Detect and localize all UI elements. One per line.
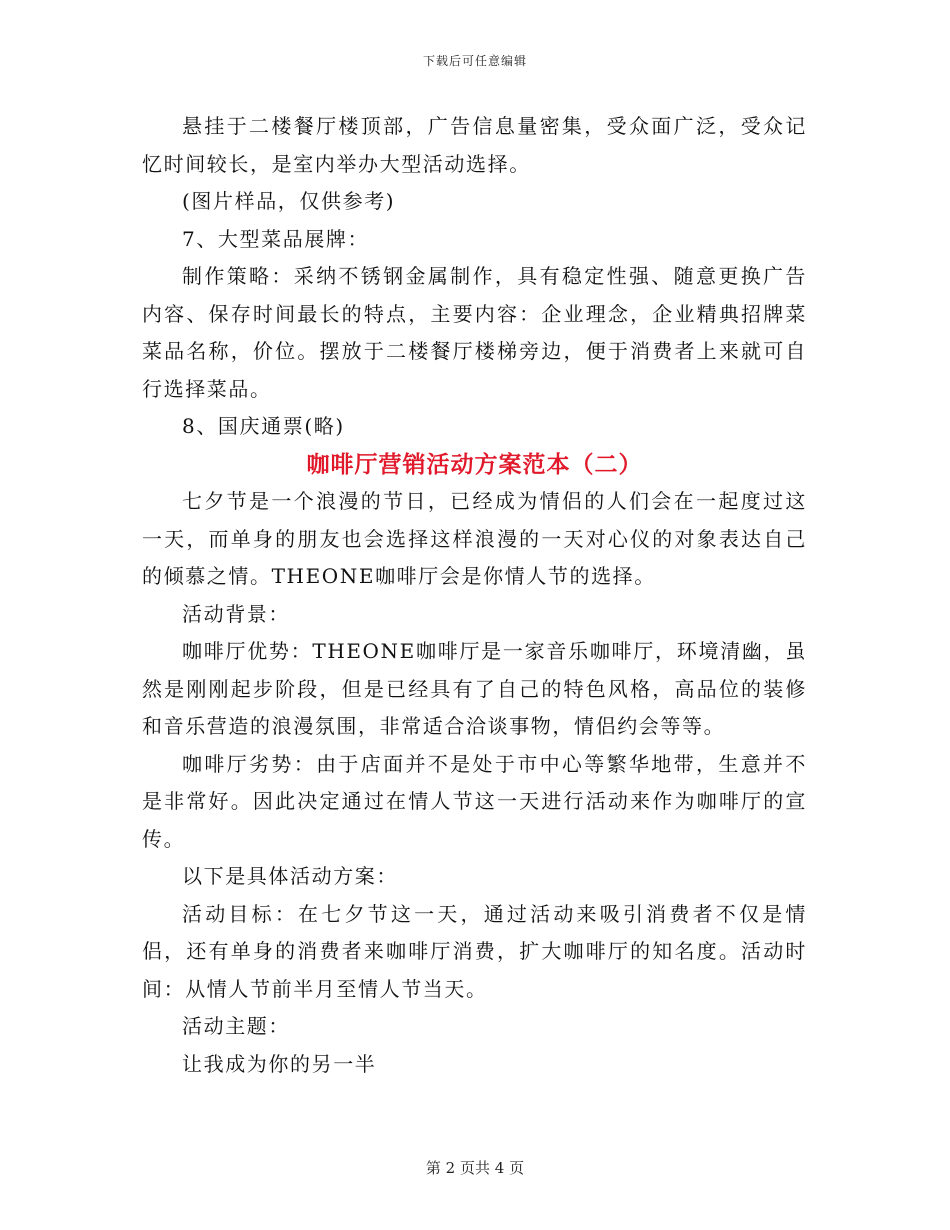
document-body [142, 108, 807, 1083]
paragraph-theme-label: 活动主题： [182, 1014, 290, 1038]
paragraph-banner-description: 悬挂于二楼餐厅楼顶部，广告信息量密集，受众面广泛，受众记忆时间较长，是室内举办大型活动选择。 [142, 114, 807, 176]
paragraph-intro: 七夕节是一个浪漫的节日，已经成为情侣的人们会在一起度过这一天，而单身的朋友也会选择这样浪漫的一天对心仪的对象表达自己的倾慕之情。THEONE咖啡厅会是你情人节的选择。 [142, 489, 807, 588]
paragraph-image-note: (图片样品，仅供参考) [182, 189, 396, 213]
paragraph-weaknesses: 咖啡厅劣势：由于店面并不是处于市中心等繁华地带，生意并不是非常好。因此决定通过在情人节这一天进行活动来作为咖啡厅的宣传。 [142, 751, 807, 851]
paragraph-theme: 让我成为你的另一半 [182, 1051, 377, 1076]
paragraph-plan-intro: 以下是具体活动方案： [182, 864, 398, 888]
section-heading: 咖啡厅营销活动方案范本（二） [306, 450, 643, 478]
paragraph-item-7-title: 7、大型菜品展牌： [182, 226, 370, 251]
paragraph-item-7-strategy: 制作策略：采纳不锈钢金属制作，具有稳定性强、随意更换广告内容、保存时间最长的特点，主要内容：企业理念，企业精典招牌菜菜品名称，价位。摆放于二楼餐厅楼梯旁边，便于消费者上来就可自行选择菜品。 [142, 264, 807, 401]
paragraph-goal: 活动目标：在七夕节这一天，通过活动来吸引消费者不仅是情侣，还有单身的消费者来咖啡厅消费，扩大咖啡厅的知名度。活动时间：从情人节前半月至情人节当天。 [142, 901, 807, 1001]
paragraph-item-8-title: 8、国庆通票(略) [182, 414, 345, 438]
page-footer: 第 2 页共 4 页 [425, 1159, 525, 1177]
paragraph-strengths: 咖啡厅优势：THEONE咖啡厅是一家音乐咖啡厅，环境清幽，虽然是刚刚起步阶段，但是已经具有了自己的特色风格，高品位的装修和音乐营造的浪漫氛围，非常适合洽谈事物，情侣约会等等。 [142, 639, 807, 738]
paragraph-background-label: 活动背景： [182, 601, 290, 626]
page-header: 下载后可任意编辑 [422, 54, 527, 68]
